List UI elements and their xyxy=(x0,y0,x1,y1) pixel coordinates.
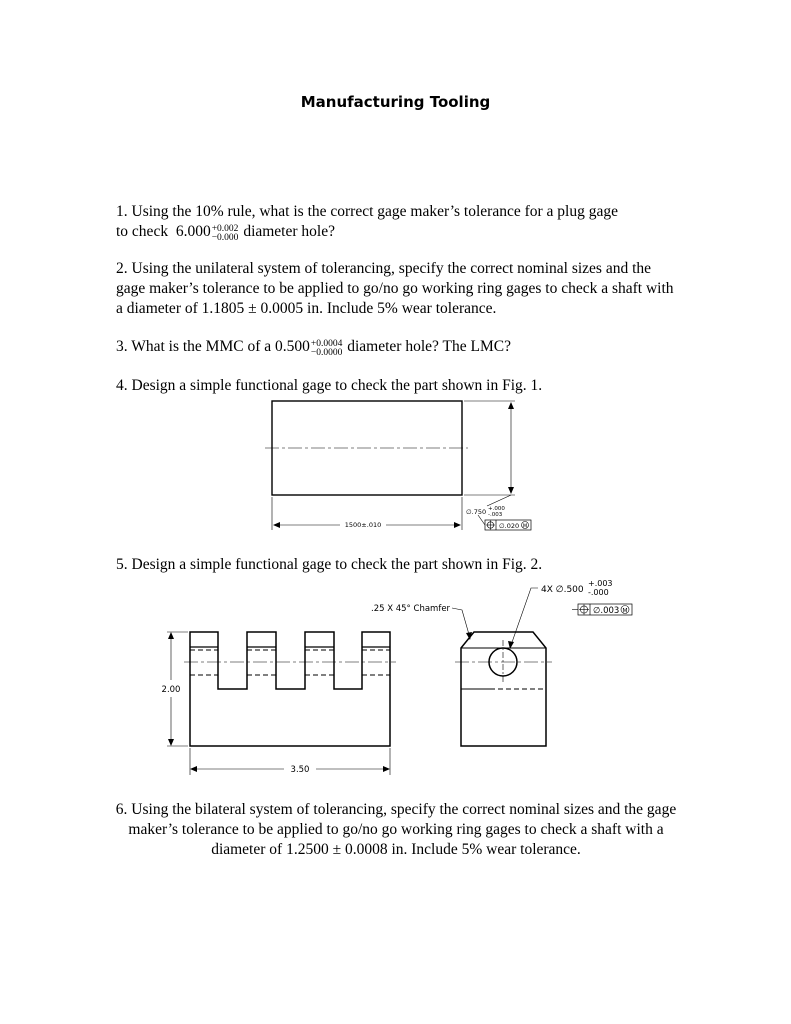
fig2-arrow-right xyxy=(383,766,390,772)
fig2-chamfer-note: .25 X 45° Chamfer xyxy=(371,604,451,614)
fig2-hole-callout: 4X ∅.500 xyxy=(541,585,584,595)
fig1-dia-label: ∅.750 xyxy=(466,508,487,516)
fig1-fcf-modifier: M xyxy=(522,523,528,530)
fig1-length-dim: 1500±.010 xyxy=(344,521,382,529)
tol-plus: +0.002 xyxy=(211,224,239,234)
fig1-arrow-bottom xyxy=(508,487,514,494)
fig2-height-dim: 2.00 xyxy=(161,685,181,695)
question-3-post: diameter hole? The LMC? xyxy=(347,338,511,355)
question-2: 2. Using the unilateral system of tolerancing, specify the correct nominal sizes and the gage maker’s tolerance to be applied to go/no go working ring gages to check a shaft with a diameter of 1.1805 ± 0.0005 in. Include 5% wear tolerance. xyxy=(116,260,674,317)
fig2-fcf-value: ∅.003 xyxy=(593,606,620,616)
fig2-hole-leader xyxy=(510,588,538,648)
figure-2-front-view xyxy=(167,632,396,775)
fig1-arrow-right xyxy=(454,522,461,528)
fig2-arrow-left xyxy=(190,766,197,772)
fig2-hole-tol-plus: +.003 xyxy=(588,579,613,588)
fig1-arrow-top xyxy=(508,402,514,409)
fig2-arrow-bottom xyxy=(168,739,174,746)
fig1-leader xyxy=(487,495,511,506)
fig1-dia-tol-minus: -.003 xyxy=(488,512,503,518)
fig1-fcf-value: ∅.020 xyxy=(499,522,520,530)
fig2-arrow-top xyxy=(168,632,174,639)
question-4: 4. Design a simple functional gage to check the part shown in Fig. 1. xyxy=(116,377,543,394)
tol-minus: −0.000 xyxy=(211,233,239,243)
fig2-hole-tol-minus: -.000 xyxy=(588,588,609,597)
question-3-pre: 3. What is the MMC of a xyxy=(116,338,272,355)
fig2-width-dim: 3.50 xyxy=(290,765,310,775)
page-title: Manufacturing Tooling xyxy=(300,93,491,111)
question-5: 5. Design a simple functional gage to check the part shown in Fig. 2. xyxy=(116,556,543,573)
fig2-fcf-modifier: M xyxy=(622,607,628,615)
fig2-front-outline xyxy=(190,632,390,746)
question-1-nominal: 6.000 xyxy=(175,223,211,240)
fig1-fcf-leader xyxy=(478,515,485,525)
figure-1-text xyxy=(345,506,527,530)
question-3-nominal: 0.500 xyxy=(275,338,310,355)
fig1-dia-tol-plus: +.000 xyxy=(488,506,505,512)
tol-plus: +0.0004 xyxy=(310,339,343,349)
question-1-line1: 1. Using the 10% rule, what is the correct gage maker’s tolerance for a plug gage xyxy=(116,203,618,220)
fig1-arrow-left xyxy=(273,522,280,528)
tol-minus: −0.0000 xyxy=(310,348,343,358)
question-1-post: diameter hole? xyxy=(243,223,335,240)
question-6: 6. Using the bilateral system of tolerancing, specify the correct nominal sizes and the gage maker’s tolerance to be applied to go/no go working ring gages to check a shaft with a diameter of 1.2500 ± 0.0008 in. Include 5% wear tolerance. xyxy=(115,801,677,858)
question-1-pre: to check xyxy=(116,223,169,240)
